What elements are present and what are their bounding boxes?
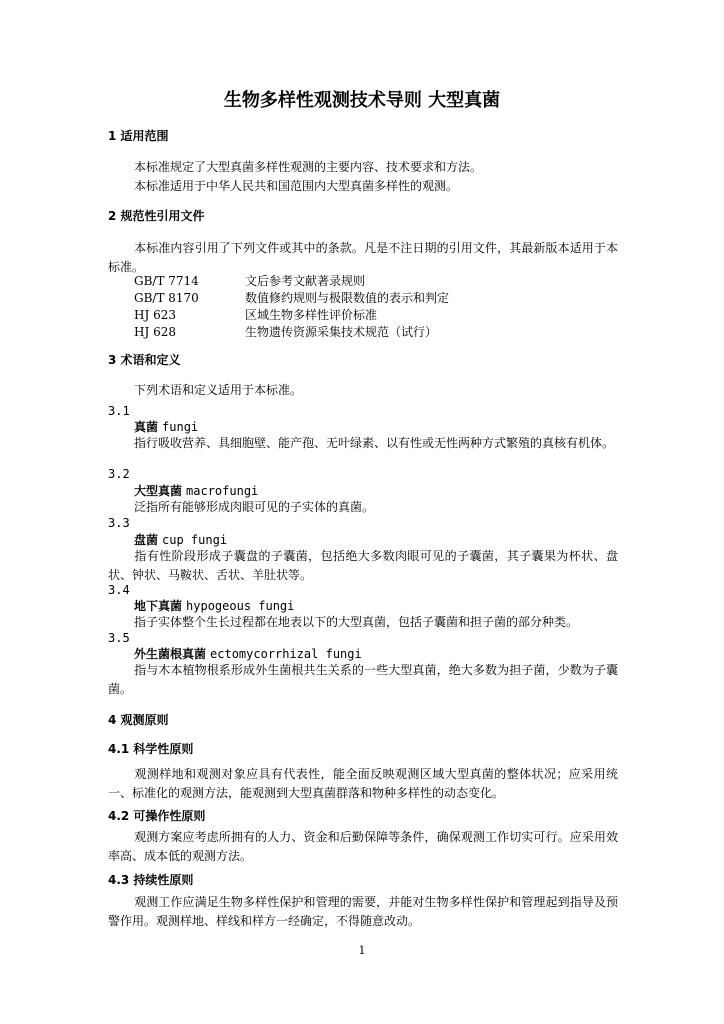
term-name: 地下真菌 hypogeous fungi: [134, 599, 295, 613]
term-name: 外生菌根真菌 ectomycorrhizal fungi: [134, 647, 362, 661]
term-number: 3.2: [108, 467, 130, 481]
section-1-paragraph-2: 本标准适用于中华人民共和国范围内大型真菌多样性的观测。: [134, 179, 459, 193]
subsection-paragraph: 观测方案应考虑所拥有的人力、资金和后勤保障等条件，确保观测工作切实可行。应采用效率高、成本低的观测方法。: [108, 830, 618, 863]
section-4-heading: 4 观测原则: [108, 713, 169, 727]
section-1-paragraph-1: 本标准规定了大型真菌多样性观测的主要内容、技术要求和方法。: [134, 160, 483, 174]
section-2-heading: 2 规范性引用文件: [108, 209, 205, 223]
term-definition: 指子实体整个生长过程都在地表以下的大型真菌，包括子囊菌和担子菌的部分种类。: [134, 615, 579, 629]
subsection-paragraph: 观测样地和观测对象应具有代表性，能全面反映观测区域大型真菌的整体状况；应采用统一、标准化的观测方法，能观测到大型真菌群落和物种多样性的动态变化。: [108, 767, 618, 800]
term-name: 真菌 fungi: [134, 420, 199, 434]
term-number: 3.3: [108, 516, 130, 530]
reference-row: HJ 628 生物遗传资源采集技术规范（试行）: [134, 325, 438, 339]
reference-row: GB/T 8170 数值修约规则与极限数值的表示和判定: [134, 291, 450, 305]
subsection-paragraph: 观测工作应满足生物多样性保护和管理的需要，并能对生物多样性保护和管理起到指导及预警作用。观测样地、样线和样方一经确定，不得随意改动。: [108, 895, 618, 928]
subsection-heading: 4.3 持续性原则: [108, 873, 194, 887]
term-definition: 指与木本植物根系形成外生菌根共生关系的一些大型真菌，绝大多数为担子菌，少数为子囊菌。: [108, 663, 618, 696]
term-number: 3.1: [108, 404, 130, 418]
subsection-heading: 4.1 科学性原则: [108, 742, 194, 756]
section-1-heading: 1 适用范围: [108, 129, 169, 143]
subsection-heading: 4.2 可操作性原则: [108, 809, 206, 823]
term-name: 大型真菌 macrofungi: [134, 484, 259, 498]
reference-row: HJ 623 区域生物多样性评价标准: [134, 308, 378, 322]
document-title: 生物多样性观测技术导则 大型真菌: [223, 90, 501, 111]
section-3-heading: 3 术语和定义: [108, 353, 181, 367]
term-name: 盘菌 cup fungi: [134, 533, 228, 547]
term-definition: 泛指所有能够形成肉眼可见的子实体的真菌。: [134, 500, 375, 514]
section-3-intro: 下列术语和定义适用于本标准。: [134, 383, 303, 397]
term-definition: 指有性阶段形成子囊盘的子囊菌，包括绝大多数肉眼可见的子囊菌，其子囊果为杯状、盘状、钟状、马鞍状、舌状、羊肚状等。: [108, 549, 618, 582]
term-number: 3.4: [108, 583, 130, 597]
page-number: 1: [358, 944, 366, 957]
term-definition: 指行吸收营养、具细胞壁、能产孢、无叶绿素、以有性或无性两种方式繁殖的真核有机体。: [134, 436, 615, 450]
term-number: 3.5: [108, 631, 130, 645]
section-2-paragraph: 本标准内容引用了下列文件或其中的条款。凡是不注日期的引用文件，其最新版本适用于本标准。: [108, 241, 618, 274]
reference-row: GB/T 7714 文后参考文献著录规则: [134, 274, 366, 288]
